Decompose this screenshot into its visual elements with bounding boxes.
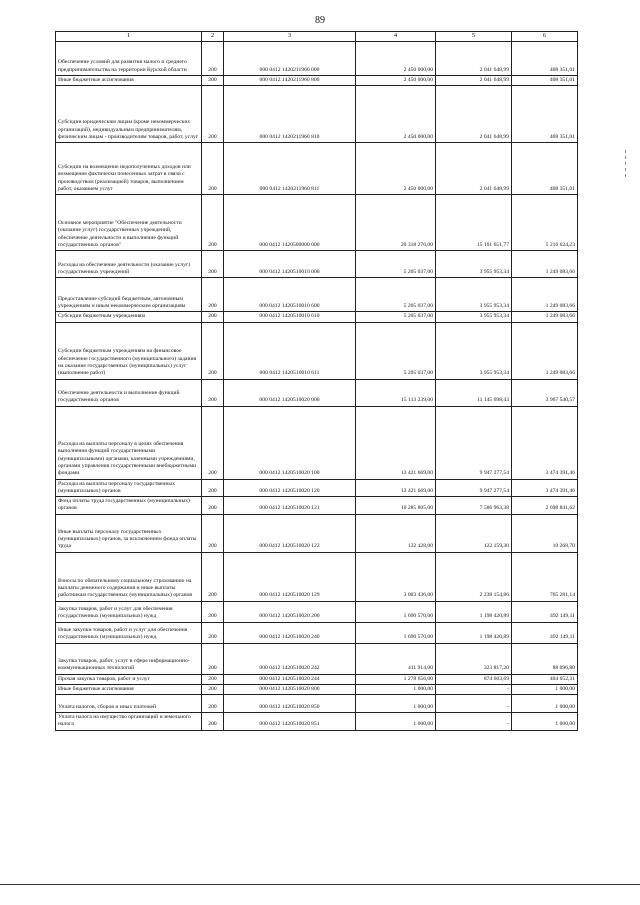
page-bottom-rule: [0, 884, 640, 885]
row-col2: 200: [202, 195, 224, 251]
row-value-6: 88 096,80: [512, 643, 578, 674]
row-col2: 200: [202, 143, 224, 195]
row-code: 000 0412 1420510010 600: [224, 278, 356, 312]
row-value-4: 1 000,00: [356, 713, 436, 731]
row-value-5: 2 238 154,86: [436, 552, 512, 601]
row-value-4: 3 003 436,00: [356, 552, 436, 601]
row-col2: 200: [202, 514, 224, 552]
table-row: [56, 86, 578, 143]
row-name: Закупка товаров, работ, услуг в сфере информационно-коммуникационных технологий: [56, 643, 202, 674]
row-value-4: 5 205 037,00: [356, 312, 436, 322]
row-value-5: 3 955 953,34: [436, 312, 512, 322]
row-code: 000 0412 1420510020 800: [224, 684, 356, 694]
row-name: Иные бюджетные ассигнования: [56, 76, 202, 86]
row-col2: 200: [202, 322, 224, 379]
table-row: [56, 143, 578, 195]
row-value-6: 1 000,00: [512, 695, 578, 713]
margin-marks: [625, 150, 627, 180]
row-value-5: 9 947 277,54: [436, 406, 512, 479]
row-value-5: 874 603,69: [436, 674, 512, 684]
row-code: 000 0412 1420510020 120: [224, 479, 356, 497]
row-value-5: 2 041 648,99: [436, 143, 512, 195]
row-col2: 200: [202, 684, 224, 694]
row-col2: 200: [202, 379, 224, 406]
row-name: Фонд оплаты труда государственных (муниципальных) органов: [56, 497, 202, 515]
row-code: 000 0412 1420510020 122: [224, 514, 356, 552]
row-value-6: 408 351,01: [512, 42, 578, 76]
row-value-6: 408 351,01: [512, 86, 578, 143]
row-value-6: 1 249 083,66: [512, 278, 578, 312]
row-code: 000 0412 1420510010 611: [224, 322, 356, 379]
column-header: 5: [436, 32, 512, 42]
row-value-4: 5 205 037,00: [356, 322, 436, 379]
column-header: 1: [56, 32, 202, 42]
row-value-6: 765 281,14: [512, 552, 578, 601]
row-value-5: 7 586 963,38: [436, 497, 512, 515]
row-col2: 200: [202, 622, 224, 643]
table-row: [56, 497, 578, 515]
row-name: Обеспечение условий для развития малого и среднего предпринимательства на территории Курской области: [56, 42, 202, 76]
column-header: 4: [356, 32, 436, 42]
row-name: Уплата налогов, сборов и иных платежей: [56, 695, 202, 713]
row-value-4: 13 421 669,00: [356, 479, 436, 497]
row-col2: 200: [202, 674, 224, 684]
row-code: 000 0412 1420211960 800: [224, 76, 356, 86]
table-row: [56, 674, 578, 684]
row-value-5: 9 947 277,54: [436, 479, 512, 497]
row-value-4: 2 450 000,00: [356, 86, 436, 143]
row-value-6: 404 052,31: [512, 674, 578, 684]
row-value-6: 3 474 391,46: [512, 479, 578, 497]
row-value-5: 15 101 651,77: [436, 195, 512, 251]
table-row: [56, 552, 578, 601]
row-value-4: 13 421 669,00: [356, 406, 436, 479]
row-name: Расходы на обеспечение деятельности (оказание услуг) государственных учреждений: [56, 251, 202, 278]
row-value-4: 1 000,00: [356, 695, 436, 713]
row-name: Иные бюджетные ассигнования: [56, 684, 202, 694]
row-value-6: 2 698 841,62: [512, 497, 578, 515]
row-value-6: 492 149,11: [512, 601, 578, 622]
row-col2: 200: [202, 695, 224, 713]
row-col2: 200: [202, 312, 224, 322]
column-header: 3: [224, 32, 356, 42]
row-value-6: 1 249 083,66: [512, 322, 578, 379]
table-row: [56, 379, 578, 406]
row-value-4: 2 450 000,00: [356, 76, 436, 86]
row-value-4: 1 690 570,00: [356, 622, 436, 643]
row-value-6: 1 249 083,66: [512, 251, 578, 278]
row-value-6: 408 351,01: [512, 143, 578, 195]
row-value-6: 3 967 540,57: [512, 379, 578, 406]
row-name: Основное мероприятие "Обеспечение деятельности (оказание услуг) государственных учреждений, обеспечение деятельности и выполнение функций государственных органов": [56, 195, 202, 251]
row-value-5: -: [436, 695, 512, 713]
table-row: [56, 479, 578, 497]
row-code: 000 0412 1420510020 851: [224, 713, 356, 731]
row-value-4: 5 205 037,00: [356, 251, 436, 278]
row-value-4: 411 914,00: [356, 643, 436, 674]
row-value-5: 3 955 953,34: [436, 322, 512, 379]
row-value-4: 20 318 276,00: [356, 195, 436, 251]
row-col2: 200: [202, 406, 224, 479]
row-value-4: 2 450 000,00: [356, 143, 436, 195]
row-name: Уплата налога на имущество организаций и земельного налога: [56, 713, 202, 731]
page-number: 89: [315, 15, 325, 26]
row-value-4: 1 000,00: [356, 684, 436, 694]
row-code: 000 0412 1420500000 000: [224, 195, 356, 251]
row-code: 000 0412 1420510020 200: [224, 601, 356, 622]
row-name: Расходы на выплаты персоналу в целях обеспечения выполнения функций государственными (муниципальными) органами, казенными учреждениями, органами управления государственными внебюджетными фондами: [56, 406, 202, 479]
row-value-4: 132 428,00: [356, 514, 436, 552]
table-row: [56, 76, 578, 86]
row-value-6: 1 249 083,66: [512, 312, 578, 322]
table-row: [56, 42, 578, 76]
row-value-6: 10 268,70: [512, 514, 578, 552]
row-code: 000 0412 1420510020 850: [224, 695, 356, 713]
table-row: [56, 312, 578, 322]
row-value-6: 408 351,01: [512, 76, 578, 86]
row-value-5: 11 145 698,43: [436, 379, 512, 406]
table-row: [56, 514, 578, 552]
row-col2: 200: [202, 497, 224, 515]
row-value-5: -: [436, 713, 512, 731]
row-value-4: 15 113 239,00: [356, 379, 436, 406]
row-code: 000 0412 1420510020 000: [224, 379, 356, 406]
row-value-4: 2 450 000,00: [356, 42, 436, 76]
table-row: [56, 322, 578, 379]
table-row: [56, 695, 578, 713]
row-value-6: 5 216 624,23: [512, 195, 578, 251]
row-name: Иные закупки товаров, работ и услуг для обеспечения государственных (муниципальных) нужд: [56, 622, 202, 643]
table-row: [56, 195, 578, 251]
table-header-row: [56, 32, 578, 42]
row-value-5: 323 817,20: [436, 643, 512, 674]
row-col2: 200: [202, 643, 224, 674]
row-value-5: 1 198 420,89: [436, 601, 512, 622]
budget-table: [55, 31, 578, 731]
table-row: [56, 601, 578, 622]
row-col2: 200: [202, 278, 224, 312]
row-code: 000 0412 1420211960 811: [224, 143, 356, 195]
row-col2: 200: [202, 251, 224, 278]
row-code: 000 0412 1420510020 244: [224, 674, 356, 684]
row-value-6: 492 149,11: [512, 622, 578, 643]
row-col2: 200: [202, 713, 224, 731]
row-name: Предоставление субсидий бюджетным, автономным учреждениям и иным некоммерческим организациям: [56, 278, 202, 312]
row-code: 000 0412 1420510010 000: [224, 251, 356, 278]
row-value-4: 1 690 570,00: [356, 601, 436, 622]
row-value-4: 10 285 805,00: [356, 497, 436, 515]
row-code: 000 0412 1420510010 610: [224, 312, 356, 322]
row-name: Субсидии бюджетным учреждениям: [56, 312, 202, 322]
row-value-5: 122 159,30: [436, 514, 512, 552]
row-value-5: 2 041 648,99: [436, 86, 512, 143]
table-row: [56, 684, 578, 694]
row-name: Расходы на выплаты персоналу государственных (муниципальных) органов: [56, 479, 202, 497]
table-row: [56, 622, 578, 643]
column-header: 6: [512, 32, 578, 42]
row-value-5: 2 041 648,99: [436, 76, 512, 86]
row-value-5: 3 955 953,34: [436, 278, 512, 312]
row-name: Закупка товаров, работ и услуг для обеспечения государственных (муниципальных) нужд: [56, 601, 202, 622]
column-header: 2: [202, 32, 224, 42]
row-col2: 200: [202, 86, 224, 143]
row-col2: 200: [202, 601, 224, 622]
table-row: [56, 713, 578, 731]
row-name: Субсидии юридическим лицам (кроме некоммерческих организаций), индивидуальным предпринимателям, физическим лицам - производителям товаров, работ, услуг: [56, 86, 202, 143]
row-col2: 200: [202, 42, 224, 76]
row-col2: 200: [202, 76, 224, 86]
row-name: Субсидии на возмещение недополученных доходов или возмещение фактически понесенных затрат в связи с производством (реализацией) товаров, выполнением работ, оказанием услуг: [56, 143, 202, 195]
row-value-6: 3 474 391,46: [512, 406, 578, 479]
row-value-6: 1 000,00: [512, 713, 578, 731]
row-value-5: 2 041 648,99: [436, 42, 512, 76]
row-value-5: 3 955 953,34: [436, 251, 512, 278]
row-code: 000 0412 1420211960 000: [224, 42, 356, 76]
table-row: [56, 251, 578, 278]
row-value-5: -: [436, 684, 512, 694]
row-name: Прочая закупка товаров, работ и услуг: [56, 674, 202, 684]
table-row: [56, 643, 578, 674]
row-code: 000 0412 1420510020 240: [224, 622, 356, 643]
row-value-5: 1 198 420,89: [436, 622, 512, 643]
row-col2: 200: [202, 479, 224, 497]
row-value-4: 1 278 656,00: [356, 674, 436, 684]
row-code: 000 0412 1420510020 129: [224, 552, 356, 601]
row-code: 000 0412 1420510020 242: [224, 643, 356, 674]
row-value-6: 1 000,00: [512, 684, 578, 694]
row-col2: 200: [202, 552, 224, 601]
row-code: 000 0412 1420510020 100: [224, 406, 356, 479]
row-name: Иные выплаты персоналу государственных (муниципальных) органов, за исключением фонда оплаты труда: [56, 514, 202, 552]
row-name: Субсидии бюджетным учреждениям на финансовое обеспечение государственного (муниципального) задания на оказание государственных (муниципальных) услуг (выполнение работ): [56, 322, 202, 379]
row-code: 000 0412 1420510020 121: [224, 497, 356, 515]
row-name: Обеспечение деятельности и выполнение функций государственных органов: [56, 379, 202, 406]
table-row: [56, 278, 578, 312]
row-value-4: 5 205 037,00: [356, 278, 436, 312]
row-name: Взносы по обязательному социальному страхованию на выплаты денежного содержания и иные выплаты работникам государственных (муниципальных) органов: [56, 552, 202, 601]
table-row: [56, 406, 578, 479]
row-code: 000 0412 1420211960 810: [224, 86, 356, 143]
